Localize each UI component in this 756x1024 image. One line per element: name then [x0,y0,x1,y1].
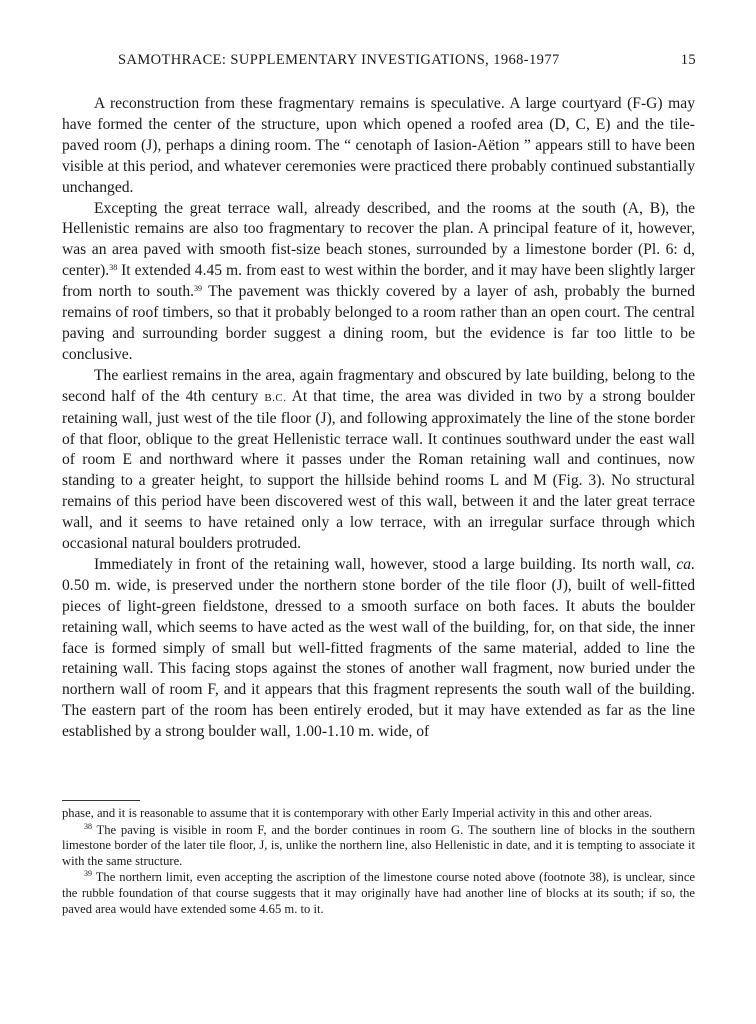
body-text [62,94,695,743]
page-number: 15 [680,52,696,68]
paragraph-4 [62,555,695,743]
paragraph-2-text-b: It extended 4.45 m. from east to west within the border, and it may have been slightly larger from north to south. [62,262,695,301]
footnotes [62,806,695,917]
running-header [60,52,696,72]
footnote-ref-39: 39 [194,284,203,294]
footnote-39 [62,870,695,917]
footnote-39-mark: 39 [84,869,92,879]
footnote-38-text: The paving is visible in room F, and the border continues in room G. The southern line of blocks in the southern limestone border of the later tile floor, J, is, unlike the northern line, also Hellenistic in date, and it is tempting to associate it with the same structure. [62,822,695,868]
circa-abbreviation: ca. [676,555,695,573]
paragraph-4-text-a: Immediately in front of the retaining wall, however, stood a large building. Its north wall, [94,555,677,573]
footnote-38-mark: 38 [84,821,92,831]
paragraph-4-text-b: 0.50 m. wide, is preserved under the northern stone border of the tile floor (J), built of well-fitted pieces of light-green fieldstone, dressed to a smooth surface on both faces. It abuts the boulder retaining wall, which seems to have acted as the west wall of the building, for, on that side, the inner face is formed simply of small but well-fitted fragments of the same material, added to line the retaining wall. This facing stops against the stones of another wall fragment, now buried under the northern wall of room F, and it appears that this fragment represents the south wall of the building. The eastern part of the room has been entirely eroded, but it may have extended as far as the line established by a strong boulder wall, 1.00-1.10 m. wide, of [62,576,695,741]
footnote-38 [62,823,695,870]
footnote-ref-38: 38 [109,263,118,273]
paragraph-3 [62,366,695,555]
footnote-separator [62,800,140,801]
paragraph-2 [62,199,695,366]
footnote-continued: phase, and it is reasonable to assume that it is contemporary with other Early Imperial activity in this and other areas. [62,806,653,820]
paragraph-3-text-a: The earliest remains in the area, again fragmentary and obscured by late building, belong to the second half of the 4th century [62,366,695,405]
paragraph-2-text-c: The pavement was thickly covered by a layer of ash, probably the burned remains of roof timbers, so that it probably belonged to a room rather than an open court. The central paving and surrounding border suggest a dining room, but the evidence is far too little to be conclusive. [62,283,695,363]
paragraph-3-text-b: At that time, the area was divided in two by a strong boulder retaining wall, just west of the tile floor (J), and following approximately the line of the stone border of that floor, oblique to the great Hellenistic terrace wall. It continues southward under the east wall of room E and northward where it passes under the Roman retaining wall and continues, now standing to a greater height, to support the hillside behind rooms L and M (Fig. 3). No structural remains of this period have been discovered west of this wall, between it and the later great terrace wall, and it seems to have retained only a low terrace, with an irregular surface through which occasional natural boulders protruded. [62,387,695,553]
running-title: SAMOTHRACE: SUPPLEMENTARY INVESTIGATIONS, 1968-1977 [118,52,560,68]
footnote-39-text: The northern limit, even accepting the ascription of the limestone course noted above (footnote 38), is unclear, since the rubble foundation of that course suggests that it may originally have had another line of blocks at its south; if so, the paved area would have extended some 4.65 m. to it. [62,870,696,916]
paragraph-1-text: A reconstruction from these fragmentary remains is speculative. A large courtyard (F-G) may have formed the center of the structure, upon which opened a roofed area (D, C, E) and the tile-paved room (J), perhaps a dining room. The “ cenotaph of Iasion-Aëtion ” appears still to have been visible at this period, and whatever ceremonies were practiced there probably continued substantially unchanged. [62,95,695,196]
paragraph-2-text-a: Excepting the great terrace wall, already described, and the rooms at the south (A, B), the Hellenistic remains are also too fragmentary to recover the plan. A principal feature of it, however, was an area paved with smooth fist-size beach stones, surrounded by a limestone border (Pl. 6: d, center). [62,199,695,280]
era-abbreviation: B.C. [264,391,287,404]
paragraph-1 [62,94,695,199]
